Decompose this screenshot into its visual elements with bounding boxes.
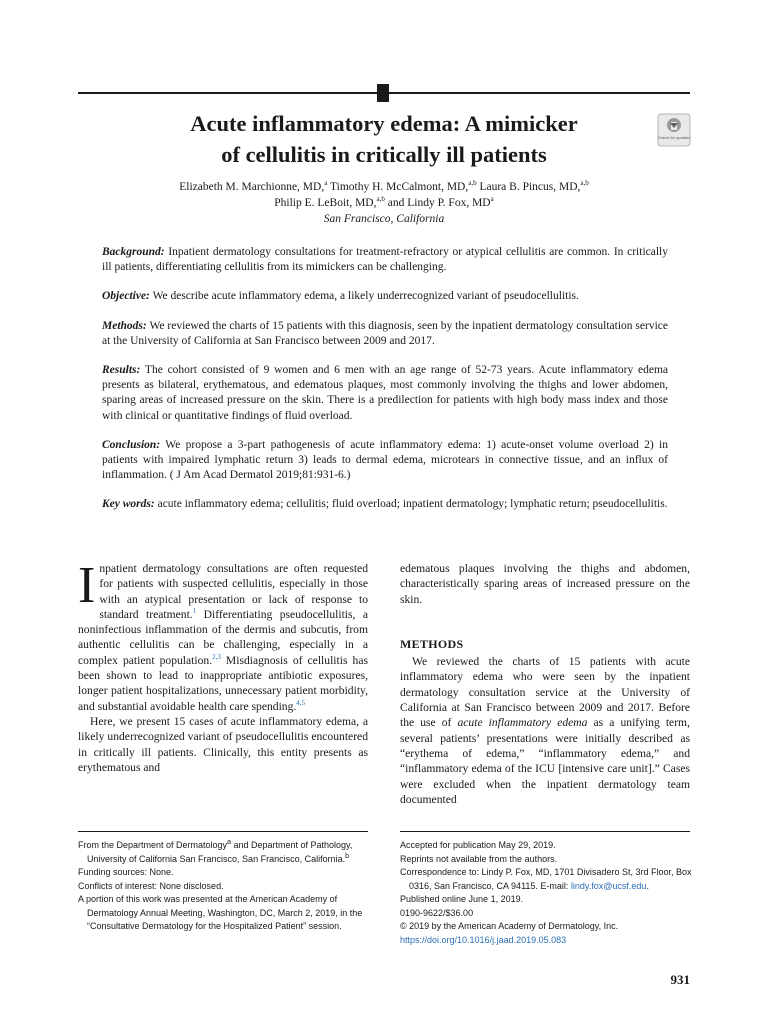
author-affiliation-mark: a,b [376,195,385,204]
footnote-conflicts: Conflicts of interest: None disclosed. [78,880,224,891]
footnote-published: Published online June 1, 2019. [400,894,524,904]
body-text-italic: acute inflammatory edema [457,716,588,730]
footnote-funding: Funding sources: None. [78,867,174,877]
title-line-2: of cellulitis in critically ill patients [221,142,547,167]
body-text: Misdiagnosis of cellulitis has been shown to lead to inappropriate antibiotic exposures, longer patient hospitalizations, unnecessary patient morbidity, and substantial avoidable health care spending. [78,653,368,713]
citation-ref[interactable]: 1 [192,607,197,616]
footnote-reprints: Reprints not available from the authors. [400,853,558,864]
article-title [100,108,668,170]
footnote-text: and Department of Pathology, University of California San Francisco, San Francisco, California. [87,840,353,864]
abstract-objective [102,289,668,304]
footnote-affiliation [78,839,370,866]
abstract-text: We propose a 3-part pathogenesis of acute inflammatory edema: 1) acute-onset volume overload 2) in patients with impaired lymphatic return 3) leads to dermal edema, microtears in connective tissue, and an influx of inflammation. ( J Am Acad Dermatol 2019;81:931-6.) [102,438,668,482]
abstract-background [102,245,668,275]
abstract-text: We reviewed the charts of 15 patients with this diagnosis, seen by the inpatient dermatology consultation service at the University of California at San Francisco between 2009 and 2017. [102,319,668,347]
abstract-methods [102,319,668,349]
author-name: Philip E. LeBoit, MD, [274,197,377,209]
footnote-issn-price: 0190-9622/$36.00 [400,907,474,918]
footnote-text: From the Department of Dermatology [78,840,228,850]
check-for-updates-icon [657,113,691,147]
abstract [102,245,668,527]
footnote-presentation: A portion of this work was presented at the American Academy of Dermatology Annual Meeting, Washington, DC, March 2, 2019, in the “Consultative Dermatology for the Hospitalized Patient” session. [78,894,363,931]
affiliation-mark: a [227,839,231,846]
email-link[interactable]: lindy.fox@ucsf.edu [570,880,647,891]
author-location: San Francisco, California [323,213,445,225]
body-column-left [78,557,368,775]
author-line-1 [80,179,688,195]
footnote-text: . [646,880,649,891]
abstract-text: The cohort consisted of 9 women and 6 men with an age range of 52-73 years. Acute inflammatory edema presents as bilateral, erythematous, and edematous plaques, most commonly involving the thighs and lower abdomen, sparing areas of increased pressure on the skin. There is a predilection for patients with high body mass index and those with clinical or quantitative findings of fluid overload. [102,364,668,422]
author-name: Timothy H. McCalmont, MD, [330,181,469,193]
doi-link[interactable]: https://doi.org/10.1016/j.jaad.2019.05.083 [400,934,567,945]
author-affiliation-mark: a [324,179,328,188]
body-text: npatient dermatology consultations are often requested for patients with suspected cellulitis, especially in those with an atypical presentation or lack of response to standard treatment. [99,562,368,621]
intro-paragraph-2: Here, we present 15 cases of acute inflammatory edema, a likely underrecognized variant of pseudocellulitis encountered in critically ill patients. Clinically, this entity presents as erythematous and [78,714,368,774]
footnote-text: Correspondence to: Lindy P. Fox, MD, 1701 Divisadero St, 3rd Floor, Box 0316, San Francisco, CA 94115. E-mail: [400,867,692,891]
abstract-label: Background: [102,246,165,258]
abstract-label: Conclusion: [102,438,161,451]
footnote-accepted: Accepted for publication May 29, 2019. [400,840,556,850]
body-text: Differentiating pseudocellulitis, a noninfectious inflammation of the dermis and subcutis, from authentic cellulitis can be challenging, especially in a complex patient population. [78,607,368,667]
author-affiliation-mark: a,b [468,179,477,188]
author-name: Lindy P. Fox, MD [407,197,491,209]
title-line-1: Acute inflammatory edema: A mimicker [190,111,578,136]
abstract-text: Inpatient dermatology consultations for treatment-refractory or atypical cellulitis are common. In critically ill patients, differentiating cellulitis from its mimickers can be challenging. [102,246,668,274]
badge-label: Check for updates [657,135,691,140]
abstract-label: Methods: [102,319,147,332]
abstract-label: Results: [102,364,141,377]
citation-ref[interactable]: 4,5 [296,698,306,707]
header-marker-block [377,84,389,102]
footnote-copyright: © 2019 by the American Academy of Dermatology, Inc. [400,921,619,931]
footnote-rule-right [400,831,690,832]
citation-ref[interactable]: 2,3 [212,652,221,661]
author-block [80,179,688,227]
intro-paragraph-2-continued: edematous plaques involving the thighs and abdomen, characteristically sparing areas of increased pressure on the skin. [400,562,690,606]
check-for-updates-badge[interactable] [657,113,691,147]
drop-cap: I [78,557,96,614]
body-text: as a unifying term, several patients’ presentations were initially described as “erythema of edema,” “inflammatory edema,” and “inflammatory edema of the ICU [intensive care unit].” Cases were excluded when the inpatient dermatology team documented [400,716,690,806]
abstract-label: Objective: [102,290,150,303]
body-column-right [400,561,690,807]
abstract-keywords [102,497,668,512]
abstract-conclusion [102,438,668,484]
footnotes-right [400,839,692,947]
author-name: Elizabeth M. Marchionne, MD, [179,181,325,193]
footnotes-left [78,839,370,934]
author-name: Laura B. Pincus, MD, [479,181,581,193]
author-conjunction: and [387,197,408,209]
footnote-correspondence [400,866,692,893]
abstract-text: acute inflammatory edema; cellulitis; fluid overload; inpatient dermatology; lymphatic return; pseudocellulitis. [157,498,668,511]
intro-paragraph-1 [78,557,368,714]
abstract-label: Key words: [102,498,155,511]
author-line-2 [80,195,688,211]
author-affiliation-mark: a,b [580,179,589,188]
abstract-text: We describe acute inflammatory edema, a likely underrecognized variant of pseudocellulitis. [152,290,579,303]
methods-heading: METHODS [400,636,464,651]
footnote-rule-left [78,831,368,832]
affiliation-mark: b [345,852,350,860]
body-text: We reviewed the charts of 15 patients with acute inflammatory edema who were seen by the inpatient dermatology consultation service at the University of California at San Francisco between 2009 and 2017. Before the use of [400,655,690,730]
page-number: 931 [670,972,690,987]
author-affiliation-mark: a [490,195,494,204]
methods-paragraph [400,654,690,807]
abstract-results [102,363,668,424]
